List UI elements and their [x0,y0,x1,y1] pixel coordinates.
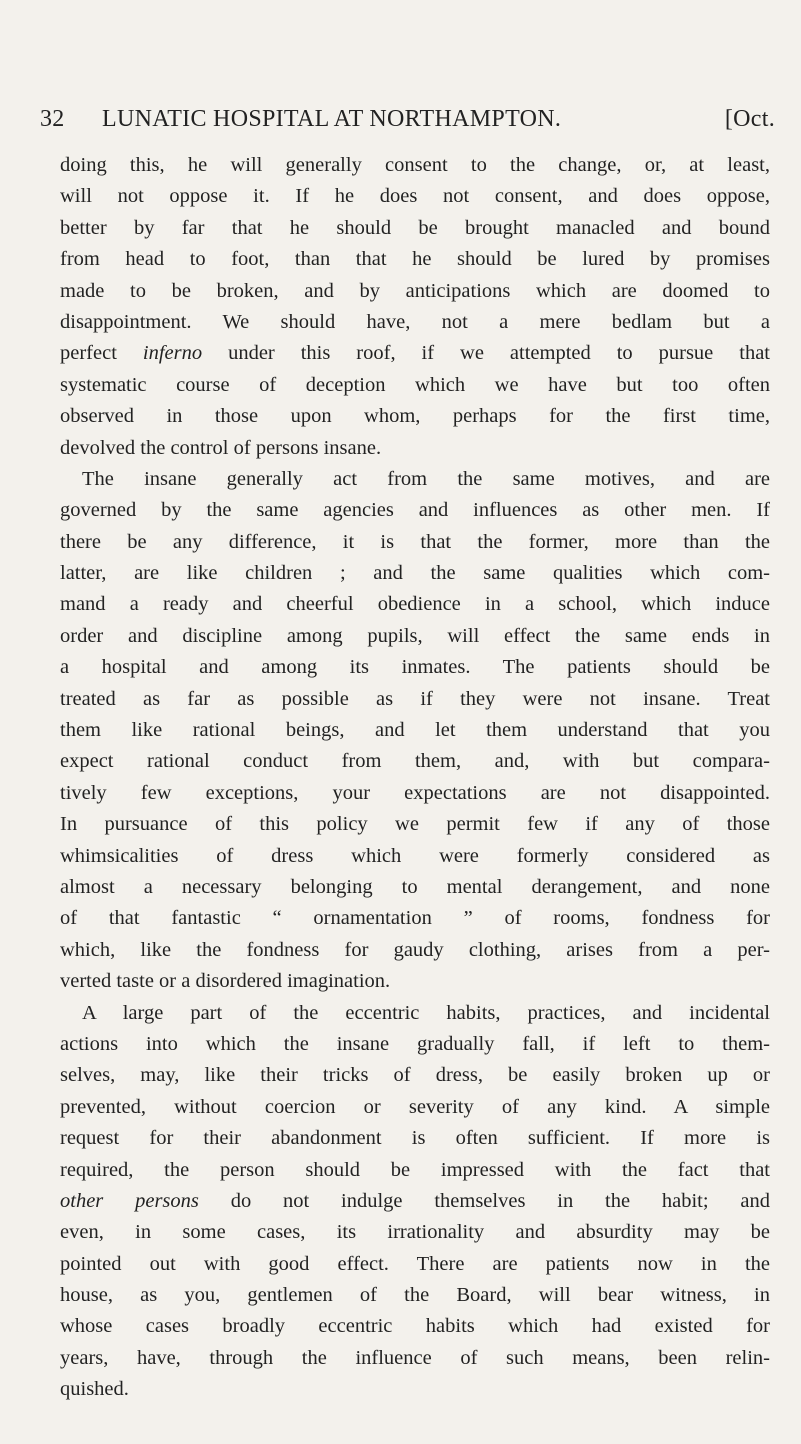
italic-phrase: other persons [60,1189,199,1212]
text-line: doing this, he will generally consent to the change, or, at least, [60,154,770,176]
text-line: years, have, through the influence of such means, been relin- [60,1346,770,1369]
text-line: selves, may, like their tricks of dress, be easily broken up or [60,1064,770,1087]
text-line: latter, are like children ; and the same qualities which com- [60,562,770,585]
text-line: pointed out with good effect. There are patients now in the [60,1252,770,1275]
text-line: request for their abandonment is often sufficient. If more is [60,1127,770,1150]
text-line: there be any difference, it is that the former, more than the [60,530,770,553]
italic-phrase: inferno [142,342,203,365]
date-tag: [Oct. [724,106,775,132]
text-line: almost a necessary belonging to mental derangement, and none [60,875,770,898]
text-segment: under this roof, if we attempted to pursue that [202,342,770,365]
text-line: The insane generally act from the same motives, and are [82,467,770,490]
text-line: mand a ready and cheerful obedience in a school, which induce [60,593,770,616]
text-line: required, the person should be impressed with the fact that [60,1158,770,1181]
text-line: whimsicalities of dress which were formerly considered as [60,844,770,867]
text-line: them like rational beings, and let them understand that you [60,719,770,742]
text-line: observed in those upon whom, perhaps for the first time, [60,405,770,428]
text-line: a hospital and among its inmates. The patients should be [60,656,770,679]
text-line: devolved the control of persons insane. [60,436,382,459]
text-segment: perfect [60,342,143,365]
running-header [40,106,775,138]
text-line: will not oppose it. If he does not consent, and does oppose, [60,185,770,208]
text-line [60,338,770,369]
text-line: systematic course of deception which we have but too often [60,373,770,396]
text-line: In pursuance of this policy we permit few if any of those [60,813,770,836]
text-line [60,1186,770,1217]
text-line: treated as far as possible as if they were not insane. Treat [60,687,770,710]
text-segment: do not indulge themselves in the habit; and [198,1189,770,1212]
text-line: better by far that he should be brought manacled and bound [60,216,770,239]
body-text [60,150,770,1406]
text-line: disappointment. We should have, not a mere bedlam but a [60,310,770,333]
text-line: house, as you, gentlemen of the Board, will bear witness, in [60,1284,770,1307]
text-line: even, in some cases, its irrationality and absurdity may be [60,1221,770,1244]
text-line: whose cases broadly eccentric habits which had existed for [60,1315,770,1338]
text-line: which, like the fondness for gaudy clothing, arises from a per- [60,938,770,961]
text-line: prevented, without coercion or severity of any kind. A simple [60,1095,770,1118]
text-line: expect rational conduct from them, and, with but compara- [60,750,770,773]
text-line: quished. [60,1378,129,1401]
text-line: verted taste or a disordered imagination. [60,970,391,993]
text-line: from head to foot, than that he should be lured by promises [60,248,770,271]
text-line: governed by the same agencies and influences as other men. If [60,499,770,522]
text-line: A large part of the eccentric habits, practices, and incidental [82,1001,770,1024]
text-line: made to be broken, and by anticipations which are doomed to [60,279,770,302]
page-number: 32 [40,106,65,132]
text-line: tively few exceptions, your expectations are not disappointed. [60,781,770,804]
text-line: order and discipline among pupils, will effect the same ends in [60,624,770,647]
text-line: actions into which the insane gradually fall, if left to them- [60,1032,770,1055]
running-title: LUNATIC HOSPITAL AT NORTHAMPTON. [102,106,562,132]
text-line: of that fantastic “ ornamentation ” of rooms, fondness for [60,907,770,930]
